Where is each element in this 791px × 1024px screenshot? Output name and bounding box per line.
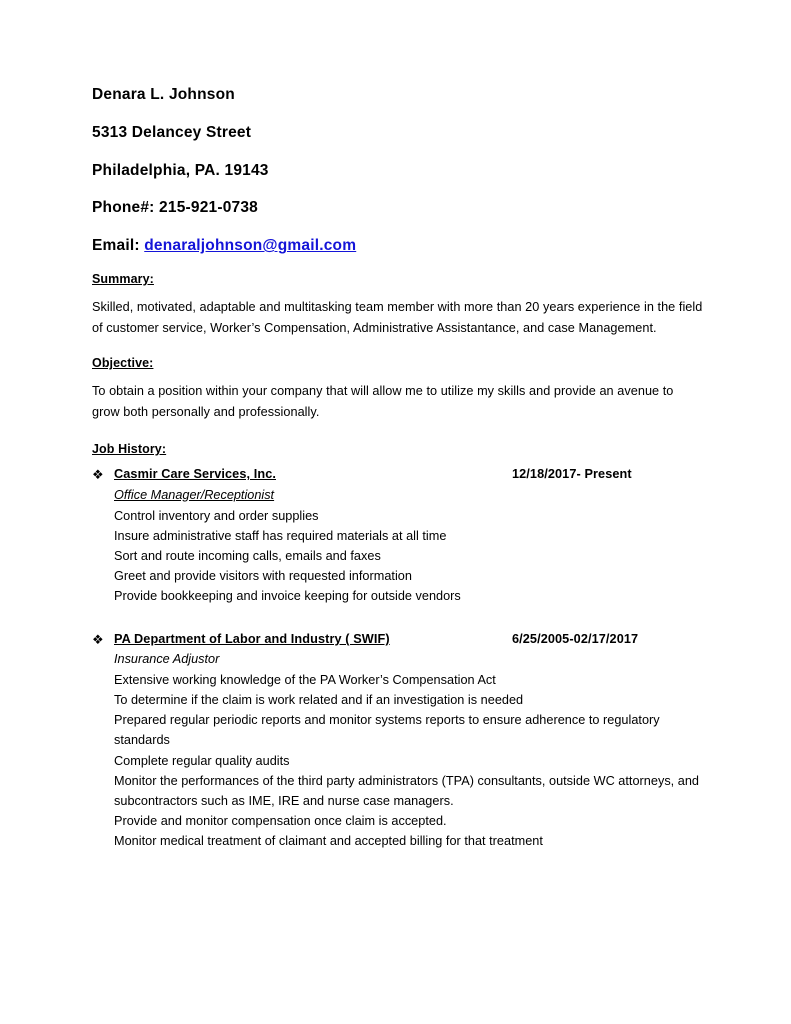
employer-name: Casmir Care Services, Inc. <box>114 467 276 482</box>
list-item: Prepared regular periodic reports and monitor systems reports to ensure adherence to regulatory standards <box>114 713 660 748</box>
phone-number: Phone#: 215-921-0738 <box>92 199 258 217</box>
list-item: Provide bookkeeping and invoice keeping for outside vendors <box>114 588 461 603</box>
employer-name: PA Department of Labor and Industry ( SWIF) <box>114 631 390 646</box>
employment-dates: 12/18/2017- Present <box>512 467 632 482</box>
street-address: 5313 Delancey Street <box>92 123 252 141</box>
job-position-title: Insurance Adjustor <box>114 652 220 667</box>
job-entry <box>92 632 704 851</box>
list-item: Insure administrative staff has required materials at all time <box>114 528 447 543</box>
job-header <box>92 632 704 648</box>
employment-dates: 6/25/2005-02/17/2017 <box>512 631 639 646</box>
list-item: Monitor medical treatment of claimant and accepted billing for that treatment <box>114 833 543 848</box>
list-item: Extensive working knowledge of the PA Worker’s Compensation Act <box>114 673 496 688</box>
list-item: Monitor the performances of the third party administrators (TPA) consultants, outside WC attorneys, and subcontractors such as IME, IRE and nurse case managers. <box>114 773 699 808</box>
email-link[interactable]: denaraljohnson@gmail.com <box>144 237 357 255</box>
list-item: Control inventory and order supplies <box>114 508 319 523</box>
list-item: Complete regular quality audits <box>114 753 290 768</box>
job-list <box>92 467 704 850</box>
job-position-title: Office Manager/Receptionist <box>114 487 275 502</box>
job-duties-list <box>114 670 704 851</box>
applicant-name: Denara L. Johnson <box>92 86 235 103</box>
diamond-bullet-icon: ❖ <box>92 467 104 483</box>
summary-heading: Summary: <box>92 272 154 287</box>
list-item: Provide and monitor compensation once claim is accepted. <box>114 813 447 828</box>
city-state-zip: Philadelphia, PA. 19143 <box>92 161 269 179</box>
summary-text: Skilled, motivated, adaptable and multitasking team member with more than 20 years experience in the field of customer service, Worker’s Compensation, Administrative Assistantance, and case Management. <box>92 300 703 335</box>
job-duties-list <box>114 506 704 606</box>
job-header <box>92 467 704 483</box>
email-line <box>92 237 704 255</box>
objective-text: To obtain a position within your company that will allow me to utilize my skills and provide an avenue to grow both personally and professionally. <box>92 384 674 419</box>
job-history-heading: Job History: <box>92 442 167 457</box>
email-label: Email: <box>92 237 145 255</box>
objective-heading: Objective: <box>92 356 154 371</box>
resume-content <box>92 86 704 867</box>
list-item: To determine if the claim is work related and if an investigation is needed <box>114 693 524 708</box>
job-entry <box>92 467 704 606</box>
list-item: Greet and provide visitors with requested information <box>114 568 412 583</box>
diamond-bullet-icon: ❖ <box>92 631 104 647</box>
list-item: Sort and route incoming calls, emails and faxes <box>114 548 381 563</box>
